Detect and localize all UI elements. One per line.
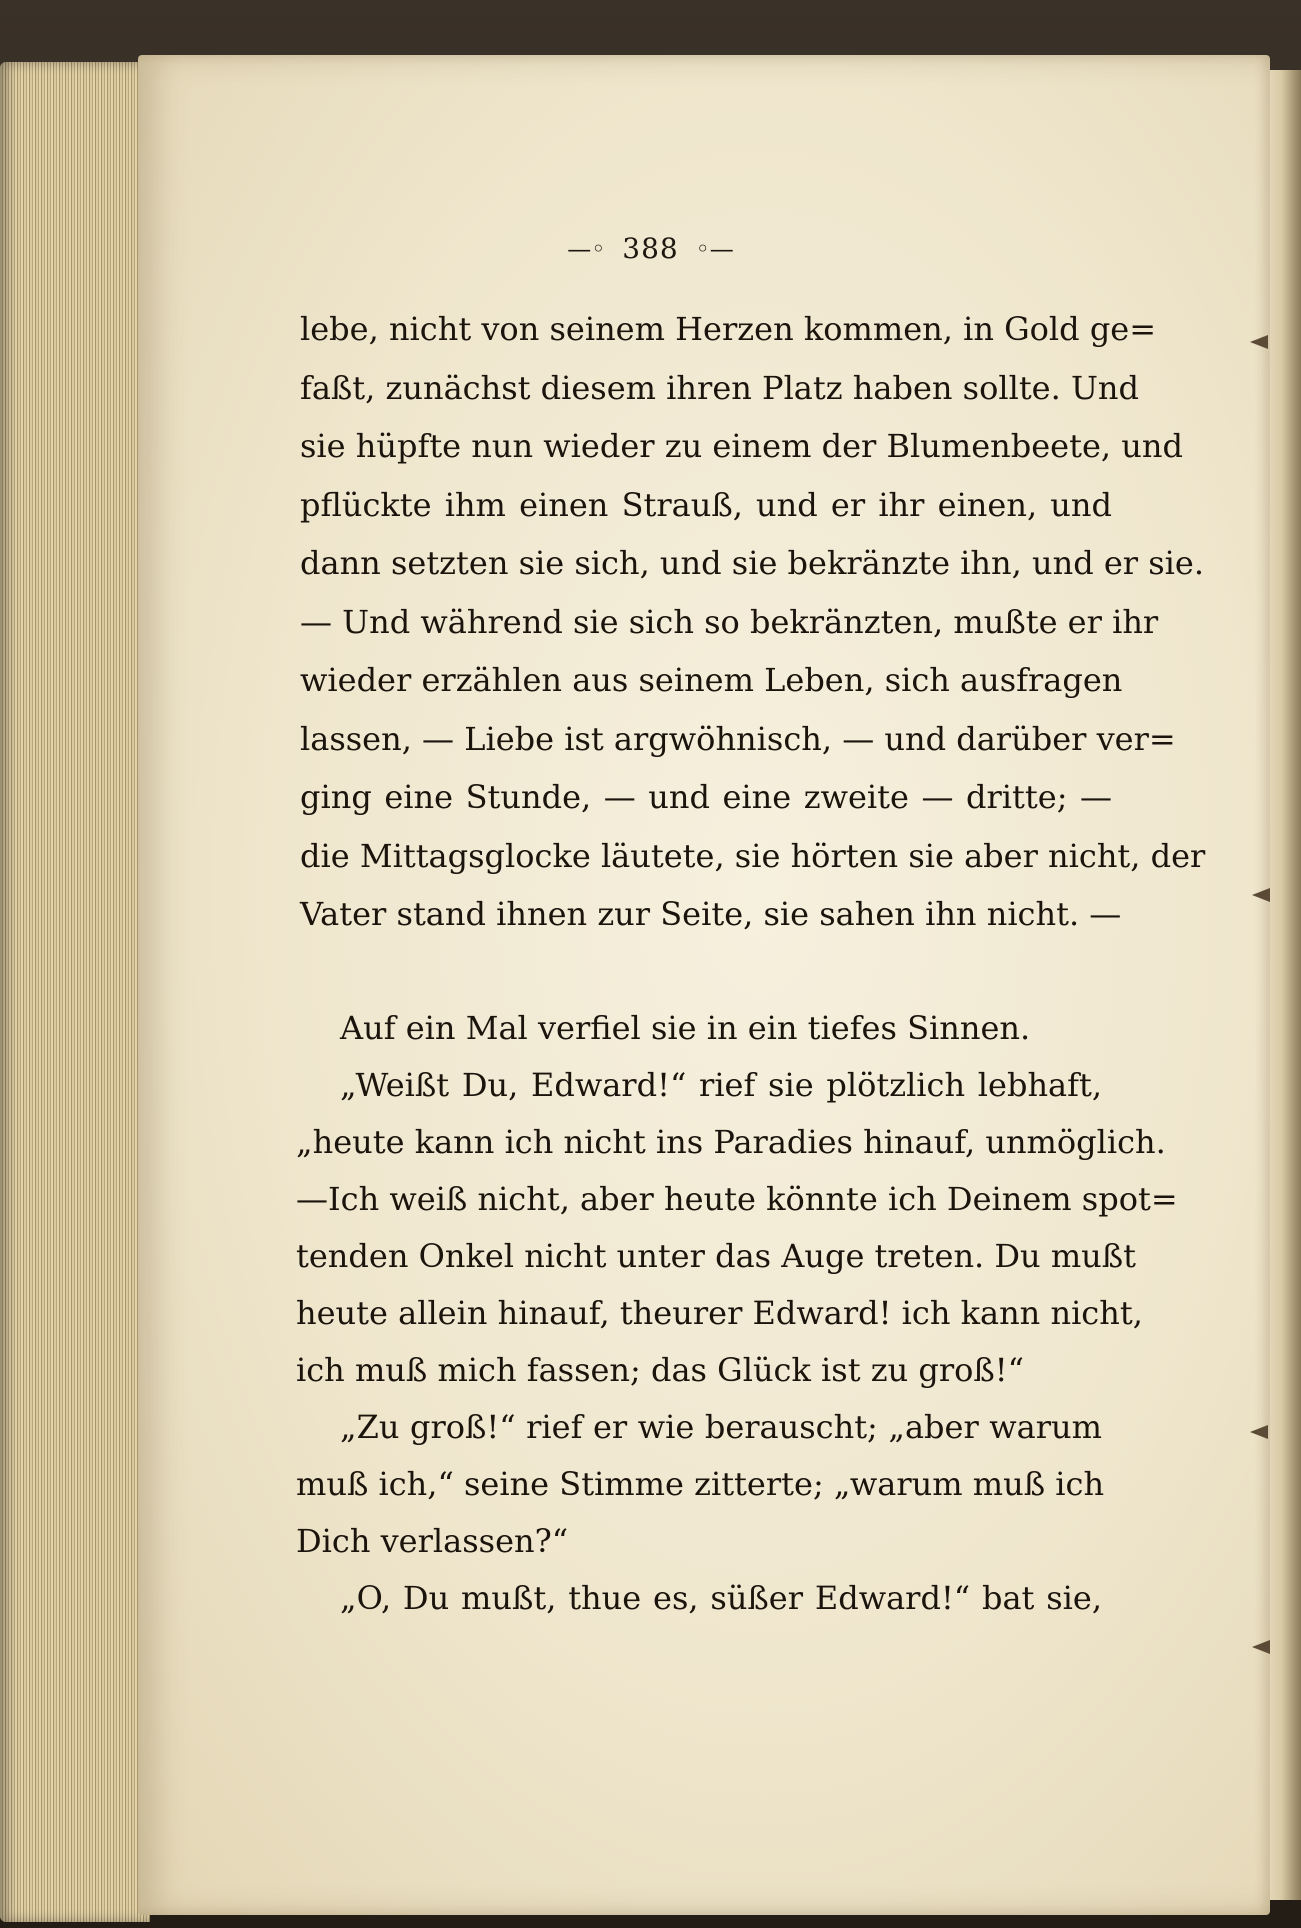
text-line: — Und während sie sich so bekränzten, mußte er ihr xyxy=(300,602,1159,641)
text-line: heute allein hinauf, theurer Edward! ich kann nicht, xyxy=(296,1294,1143,1332)
text-line: dann setzten sie sich, und sie bekränzte ihn, und er sie. xyxy=(300,544,1205,582)
text-line: „O, Du mußt, thue es, süßer Edward!“ bat sie, xyxy=(340,1579,1102,1617)
left-page-stack xyxy=(0,62,150,1922)
text-line: lebe, nicht von seinem Herzen kommen, in Gold ge= xyxy=(300,310,1157,348)
text-line: sie hüpfte nun wieder zu einem der Blumenbeete, und xyxy=(300,427,1183,465)
text-line: „heute kann ich nicht ins Paradies hinauf, unmöglich. xyxy=(296,1123,1166,1161)
text-line: ich muß mich fassen; das Glück ist zu groß!“ xyxy=(296,1351,1024,1389)
text-line: wieder erzählen aus seinem Leben, sich ausfragen xyxy=(300,661,1123,699)
left-ornament-icon: —◦ xyxy=(567,234,606,263)
text-line: die Mittagsglocke läutete, sie hörten sie aber nicht, der xyxy=(300,836,1206,875)
text-line: Auf ein Mal verfiel sie in ein tiefes Sinnen. xyxy=(340,1009,1031,1047)
text-line: „Zu groß!“ rief er wie berauscht; „aber warum xyxy=(340,1408,1102,1446)
text-line: muß ich,“ seine Stimme zitterte; „warum muß ich xyxy=(296,1465,1105,1503)
text-line: tenden Onkel nicht unter das Auge treten. Du mußt xyxy=(296,1237,1137,1275)
right-ornament-icon: ◦— xyxy=(695,234,734,263)
text-line: pflückte ihm einen Strauß, und er ihr einen, und xyxy=(300,485,1112,524)
text-line: faßt, zunächst diesem ihren Platz haben sollte. Und xyxy=(300,368,1140,407)
page-number: 388 xyxy=(622,232,679,265)
text-line: Dich verlassen?“ xyxy=(296,1522,569,1560)
text-line: „Weißt Du, Edward!“ rief sie plötzlich lebhaft, xyxy=(340,1066,1102,1104)
page-header xyxy=(0,230,1301,280)
text-line: lassen, — Liebe ist argwöhnisch, — und darüber ver= xyxy=(300,719,1176,758)
text-line: Vater stand ihnen zur Seite, sie sahen ihn nicht. — xyxy=(300,895,1122,933)
text-line: ging eine Stunde, — und eine zweite — dritte; — xyxy=(300,778,1112,816)
text-paragraph-top xyxy=(300,300,1206,944)
text-line: —Ich weiß nicht, aber heute könnte ich Deinem spot= xyxy=(296,1180,1178,1218)
text-paragraph-bottom xyxy=(296,1000,1178,1627)
